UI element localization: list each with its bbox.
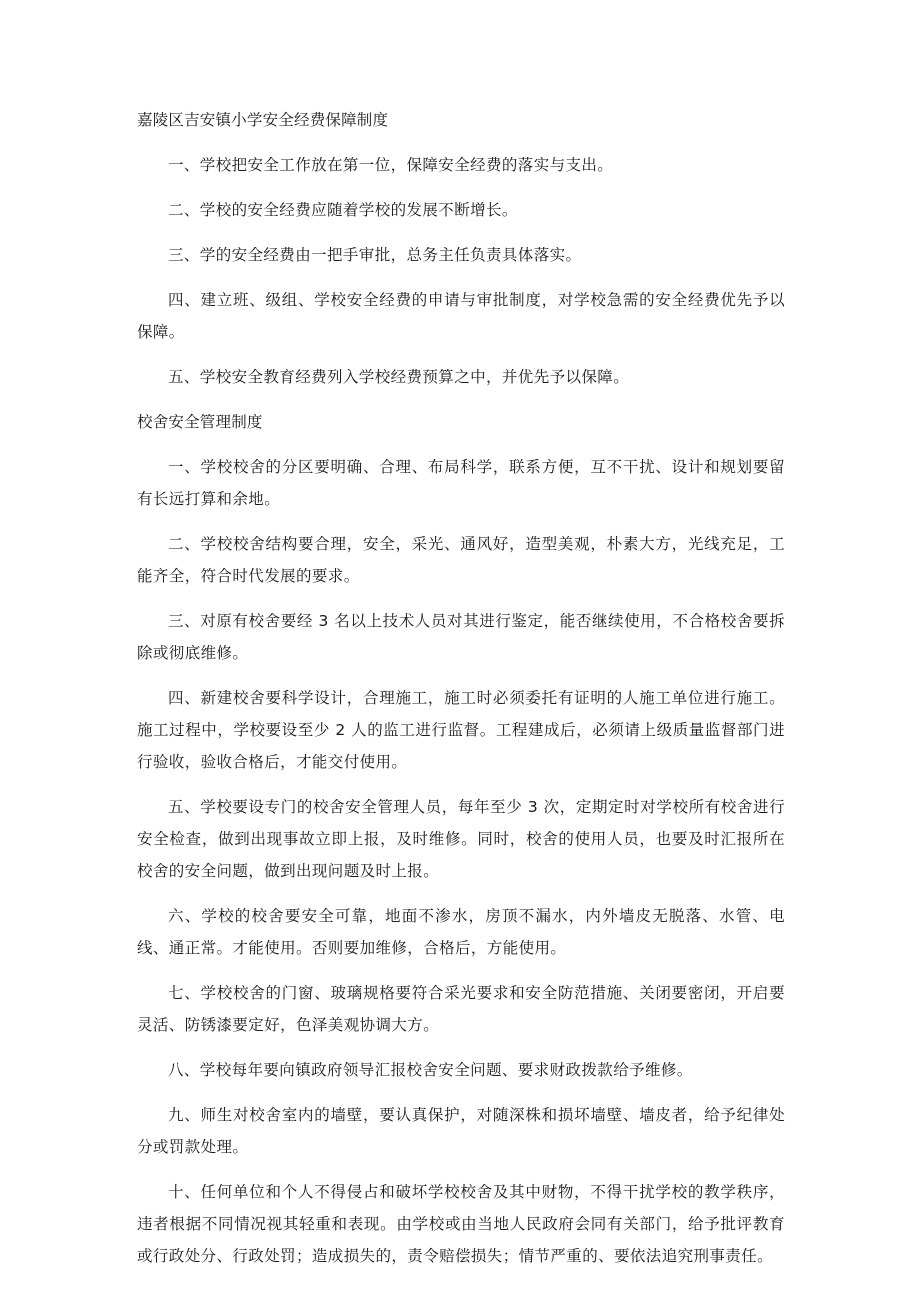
- building-clause-6: 六、学校的校舍要安全可靠，地面不渗水，房顶不漏水，内外墙皮无脱落、水管、电线、通正常。才能使用。否则要加维修，合格后，方能使用。: [137, 907, 785, 957]
- funding-clause-5: 五、学校安全教育经费列入学校经费预算之中，并优先予以保障。: [168, 368, 630, 386]
- building-clause-3: 三、对原有校舍要经 3 名以上技术人员对其进行鉴定，能否继续使用，不合格校舍要拆除或彻底维修。: [137, 612, 785, 662]
- funding-clause-4: 四、建立班、级组、学校安全经费的申请与审批制度，对学校急需的安全经费优先予以保障。: [137, 291, 785, 341]
- building-clause-8: 八、学校每年要向镇政府领导汇报校舍安全问题、要求财政拨款给予维修。: [168, 1061, 693, 1079]
- building-clause-4: 四、新建校舍要科学设计，合理施工，施工时必须委托有证明的人施工单位进行施工。施工过程中，学校要设至少 2 人的监工进行监督。工程建成后，必须请上级质量监督部门进行验收，验收合格后，才能交付使用。: [137, 689, 785, 771]
- funding-clause-1: 一、学校把安全工作放在第一位，保障安全经费的落实与支出。: [168, 156, 614, 174]
- building-clause-10: 十、任何单位和个人不得侵占和破坏学校校舍及其中财物，不得干扰学校的教学秩序，违者根据不同情况视其轻重和表现。由学校或由当地人民政府会同有关部门，给予批评教育或行政处分、行政处罚；造成损失的，责令赔偿损失；情节严重的、要依法追究刑事责任。: [137, 1183, 785, 1265]
- building-clause-5: 五、学校要设专门的校舍安全管理人员，每年至少 3 次，定期定时对学校所有校舍进行安全检查，做到出现事故立即上报，及时维修。同时，校舍的使用人员，也要及时汇报所在校舍的安全问题，做到出现问题及时上报。: [137, 798, 785, 880]
- funding-clause-2: 二、学校的安全经费应随着学校的发展不断增长。: [168, 201, 518, 219]
- section-title-building-safety: 校舍安全管理制度: [137, 413, 263, 431]
- funding-clause-3: 三、学的安全经费由一把手审批，总务主任负责具体落实。: [168, 246, 582, 264]
- building-clause-9: 九、师生对校舍室内的墙壁，要认真保护，对随深株和损坏墙壁、墙皮者，给予纪律处分或罚款处理。: [137, 1106, 785, 1156]
- document-body: [137, 104, 785, 1285]
- building-clause-1: 一、学校校舍的分区要明确、合理、布局科学，联系方便，互不干扰、设计和规划要留有长远打算和余地。: [137, 458, 785, 508]
- section-title-safety-funding: 嘉陵区吉安镇小学安全经费保障制度: [137, 111, 389, 129]
- building-clause-7: 七、学校校舍的门窗、玻璃规格要符合采光要求和安全防范措施、关闭要密闭，开启要灵活、防锈漆要定好，色泽美观协调大方。: [137, 984, 785, 1034]
- building-clause-2: 二、学校校舍结构要合理，安全，采光、通风好，造型美观，朴素大方，光线充足，工能齐全，符合时代发展的要求。: [137, 535, 785, 585]
